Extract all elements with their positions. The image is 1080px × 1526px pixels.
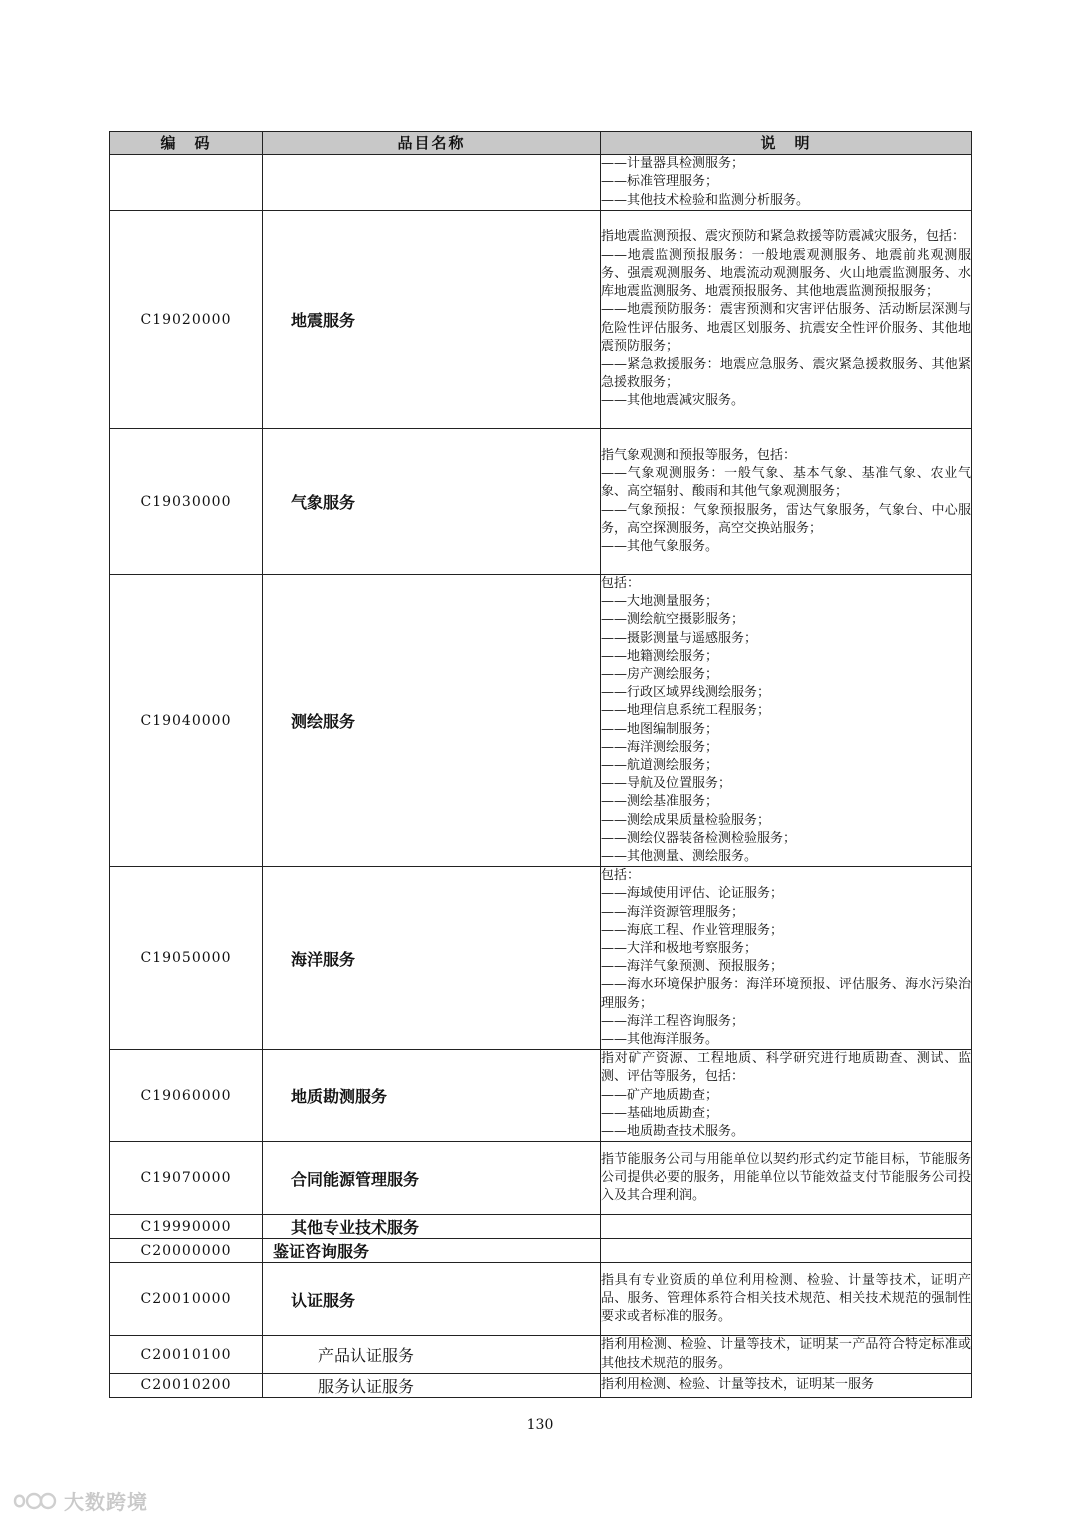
desc-cell: ——计量器具检测服务； ——标准管理服务； ——其他技术检验和监测分析服务。: [601, 155, 972, 211]
code-cell: C20010000: [110, 1263, 263, 1336]
watermark: [12, 1486, 148, 1515]
table-row: [110, 1263, 972, 1336]
table-row: [110, 867, 972, 1050]
name-cell: 合同能源管理服务: [263, 1142, 601, 1215]
name-cell: 地质勘测服务: [263, 1050, 601, 1142]
desc-cell: 指对矿产资源、工程地质、科学研究进行地质勘查、测试、监测、评估等服务，包括： ——矿产地质勘查； ——基础地质勘查； ——地质勘查技术服务。: [601, 1050, 972, 1142]
name-cell: 气象服务: [263, 429, 601, 575]
desc-cell: 指具有专业资质的单位利用检测、检验、计量等技术，证明产品、服务、管理体系符合相关技术规范、相关技术规范的强制性要求或者标准的服务。: [601, 1263, 972, 1336]
header-code: 编 码: [110, 132, 263, 155]
desc-cell: 指地震监测预报、震灾预防和紧急救援等防震减灾服务，包括： ——地震监测预报服务：一般地震观测服务、地震前兆观测服务、强震观测服务、地震流动观测服务、火山地震监测服务、水库地震监测服务、地震预报服务、其他地震监测预报服务； ——地震预防服务：震害预测和灾害评估服务、活动断层深测与危险性评估服务、地震区划服务、抗震安全性评价服务、其他地震预防服务； ——紧急救援服务：地震应急服务、震灾紧急援救服务、其他紧急援救服务； ——其他地震减灾服务。: [601, 211, 972, 429]
name-cell: 认证服务: [263, 1263, 601, 1336]
code-cell: C19060000: [110, 1050, 263, 1142]
table-row: [110, 211, 972, 429]
table-row: [110, 1050, 972, 1142]
desc-cell: 指气象观测和预报等服务，包括： ——气象观测服务：一般气象、基本气象、基准气象、农业气象、高空辐射、酸雨和其他气象观测服务； ——气象预报：气象预报服务，雷达气象服务，气象台、中心服务，高空探测服务，高空交换站服务； ——其他气象服务。: [601, 429, 972, 575]
code-cell: C19030000: [110, 429, 263, 575]
watermark-logo-icon: [12, 1490, 58, 1512]
table-header-row: [110, 132, 972, 155]
name-cell: 鉴证咨询服务: [263, 1239, 601, 1263]
code-cell: C19050000: [110, 867, 263, 1050]
table-row: [110, 1373, 972, 1397]
desc-cell: 包括： ——大地测量服务； ——测绘航空摄影服务； ——摄影测量与遥感服务； ——地籍测绘服务； ——房产测绘服务； ——行政区域界线测绘服务； ——地理信息系统工程服务； ——地图编制服务； ——海洋测绘服务； ——航道测绘服务； ——导航及位置服务； ——测绘基准服务； ——测绘成果质量检验服务； ——测绘仪器装备检测检验服务； ——其他测量、测绘服务。: [601, 575, 972, 867]
name-cell: [263, 155, 601, 211]
name-cell: 产品认证服务: [263, 1336, 601, 1373]
name-cell: 海洋服务: [263, 867, 601, 1050]
code-cell: C20010200: [110, 1373, 263, 1397]
header-desc: 说 明: [601, 132, 972, 155]
table-row: [110, 155, 972, 211]
desc-cell: 指节能服务公司与用能单位以契约形式约定节能目标，节能服务公司提供必要的服务，用能单位以节能效益支付节能服务公司投入及其合理利润。: [601, 1142, 972, 1215]
catalog-table: [109, 131, 972, 1398]
desc-cell: [601, 1239, 972, 1263]
watermark-text: 大数跨境: [64, 1490, 148, 1514]
code-cell: C19020000: [110, 211, 263, 429]
code-cell: [110, 155, 263, 211]
code-cell: C20000000: [110, 1239, 263, 1263]
code-cell: C20010100: [110, 1336, 263, 1373]
table-row: [110, 575, 972, 867]
header-name: 品目名称: [263, 132, 601, 155]
code-cell: C19040000: [110, 575, 263, 867]
desc-cell: 包括： ——海域使用评估、论证服务； ——海洋资源管理服务； ——海底工程、作业管理服务； ——大洋和极地考察服务； ——海洋气象预测、预报服务； ——海水环境保护服务：海洋环境预报、评估服务、海水污染治理服务； ——海洋工程咨询服务； ——其他海洋服务。: [601, 867, 972, 1050]
desc-cell: [601, 1215, 972, 1239]
table-row: [110, 1239, 972, 1263]
table-row: [110, 1336, 972, 1373]
name-cell: 地震服务: [263, 211, 601, 429]
name-cell: 服务认证服务: [263, 1373, 601, 1397]
name-cell: 测绘服务: [263, 575, 601, 867]
code-cell: C19070000: [110, 1142, 263, 1215]
table-row: [110, 1215, 972, 1239]
table-row: [110, 429, 972, 575]
page-number: 130: [526, 1417, 554, 1433]
table-row: [110, 1142, 972, 1215]
desc-cell: 指利用检测、检验、计量等技术，证明某一产品符合特定标准或其他技术规范的服务。: [601, 1336, 972, 1373]
desc-cell: 指利用检测、检验、计量等技术，证明某一服务: [601, 1373, 972, 1397]
name-cell: 其他专业技术服务: [263, 1215, 601, 1239]
code-cell: C19990000: [110, 1215, 263, 1239]
